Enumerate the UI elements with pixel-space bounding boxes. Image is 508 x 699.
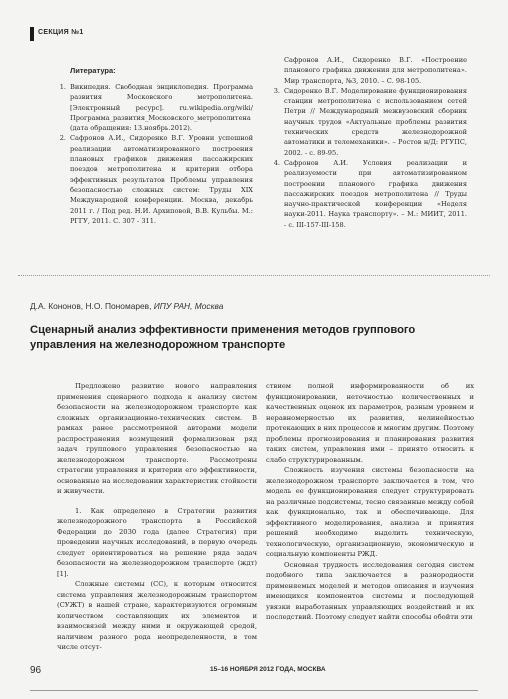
paragraph: ствием полной информированности об их функционировании, неточностью количественных и качественных оценок их параметров, разным уровнем и неравномерностью их развития, нелинейностью протекающих в них процессов и многим другим. Поэтому проблемы прогнозирования и планирования развития таких систем, управления ими – принято относить к слабо структурированным. bbox=[266, 382, 474, 464]
reference-item: 3. Сидоренко В.Г. Моделирование функционирования станции метрополитена с использованием сетей Петри // Международный межвузовский сборник научных трудов «Актуальные проблемы развития технических средств железнодорожной автоматики и телемеханики». – Ростов н/Д: РГУПС, 2002. - с. 89-95. bbox=[273, 86, 467, 157]
paragraph: Сложность изучения системы безопасности на железнодорожном транспорте заключается в том, что модель ее функционирования следует структурировать на различные подсистемы, тесно связанные между собой как функционально, так и обеспечивающе. Для эффективного моделирования, анализа и принятия решений необходимо выделить техническую, технологическую, организационную, экономическую и социальную компоненты РЖД. bbox=[266, 466, 474, 558]
references-title: Литература: bbox=[70, 66, 116, 75]
reference-item: 4. Сафронов А.И. Условия реализации и реализуемости при автоматизированном построении планового графика движения пассажирских поездов метрополитена // Труды научно-практической конференции «Неделя науки-2011. Наука транспорту». – М.: МИИТ, 2011. - с. III-157-III-158. bbox=[273, 158, 467, 229]
reference-item: 2. Сафронов А.И., Сидоренко В.Г. Уровни успешной реализации автоматизированного построения плановых графиков движения пассажирских поездов метрополитена и критерии отбора эффективных результатов Проблемы управления безопасностью сложных систем: Труды XIX Международной конференции. Москва, декабрь 2011 г. / Под ред. Н.И. Архиповой, В.В. Кульбы. М.: РГГУ, 2011. С. 307 - 311. bbox=[59, 134, 253, 225]
page-number: 96 bbox=[30, 665, 42, 676]
reference-item: 1. Википедия. Свободная энциклопедия. Программа развития Московского метрополитена. [Электронный ресурс]. ru.wikipedia.org/wiki/Программа_развития_Московского_метрополитена (дата обращения: 13.ноябрь.2012). bbox=[59, 83, 253, 133]
paragraph: Основная трудность исследования сегодня систем подобного типа заключается в разнородности применяемых моделей и методов описания и изучения имеющихся компонентов системы и последующей увязки выработанных управляющих воздействий и их последствий. Поэтому следует найти способы обойти эти bbox=[266, 560, 474, 621]
reference-item: Сафронов А.И., Сидоренко В.Г. «Построение планового графика движения для метрополитена». Мир транспорта, №3, 2010. – С. 98-105. bbox=[284, 56, 467, 85]
section-divider bbox=[18, 275, 490, 276]
author-names: Д.А. Кононов, Н.О. Пономарев, bbox=[30, 301, 152, 311]
section-marker bbox=[30, 27, 34, 41]
article-title: Сценарный анализ эффективности применения методов группового управления на железнодорожном транспорте bbox=[30, 324, 416, 351]
references-right bbox=[262, 55, 467, 230]
author-organization: ИПУ РАН, Москва bbox=[153, 301, 224, 311]
section-label: СЕКЦИЯ №1 bbox=[38, 29, 84, 36]
references-left bbox=[48, 82, 253, 226]
article-authors bbox=[30, 301, 223, 311]
paragraph: 1. Как определено в Стратегии развития железнодорожного транспорта в Российской Федерации до 2030 года (далее Стратегия) при проведении научных исследований, в первую очередь следует ориентироваться на решение ряда задач безопасности на железнодорожном транспорте (ждт) [1]. bbox=[57, 506, 257, 578]
body-right-column bbox=[266, 381, 474, 623]
footer-rule bbox=[30, 690, 478, 691]
body-left-column bbox=[57, 381, 257, 653]
paragraph: Сложные системы (СС), к которым относится система управления железнодорожным транспортом (СУЖТ) в нашей стране, характеризуются огромным количеством составляющих их элементов и взаимосвязей между ними и окружающей средой, наличием разного рода неопределенности, в том числе отсут- bbox=[57, 580, 257, 651]
paragraph: Предложено развитие нового направления применения сценарного подхода к анализу систем безопасности на железнодорожном транспорте как сложных организационно-технических систем. В рамках ранее рассмотренной авторами модели распространения возмущений формализован ряд задач группового управления безопасностью на железнодорожном транспорте. Рассмотрены стратегии управления и критерии его эффективности, основанные на исследовании характеристик стойкости и живучести. bbox=[57, 382, 257, 495]
footer-conference-date: 15–16 НОЯБРЯ 2012 ГОДА, МОСКВА bbox=[210, 666, 326, 673]
